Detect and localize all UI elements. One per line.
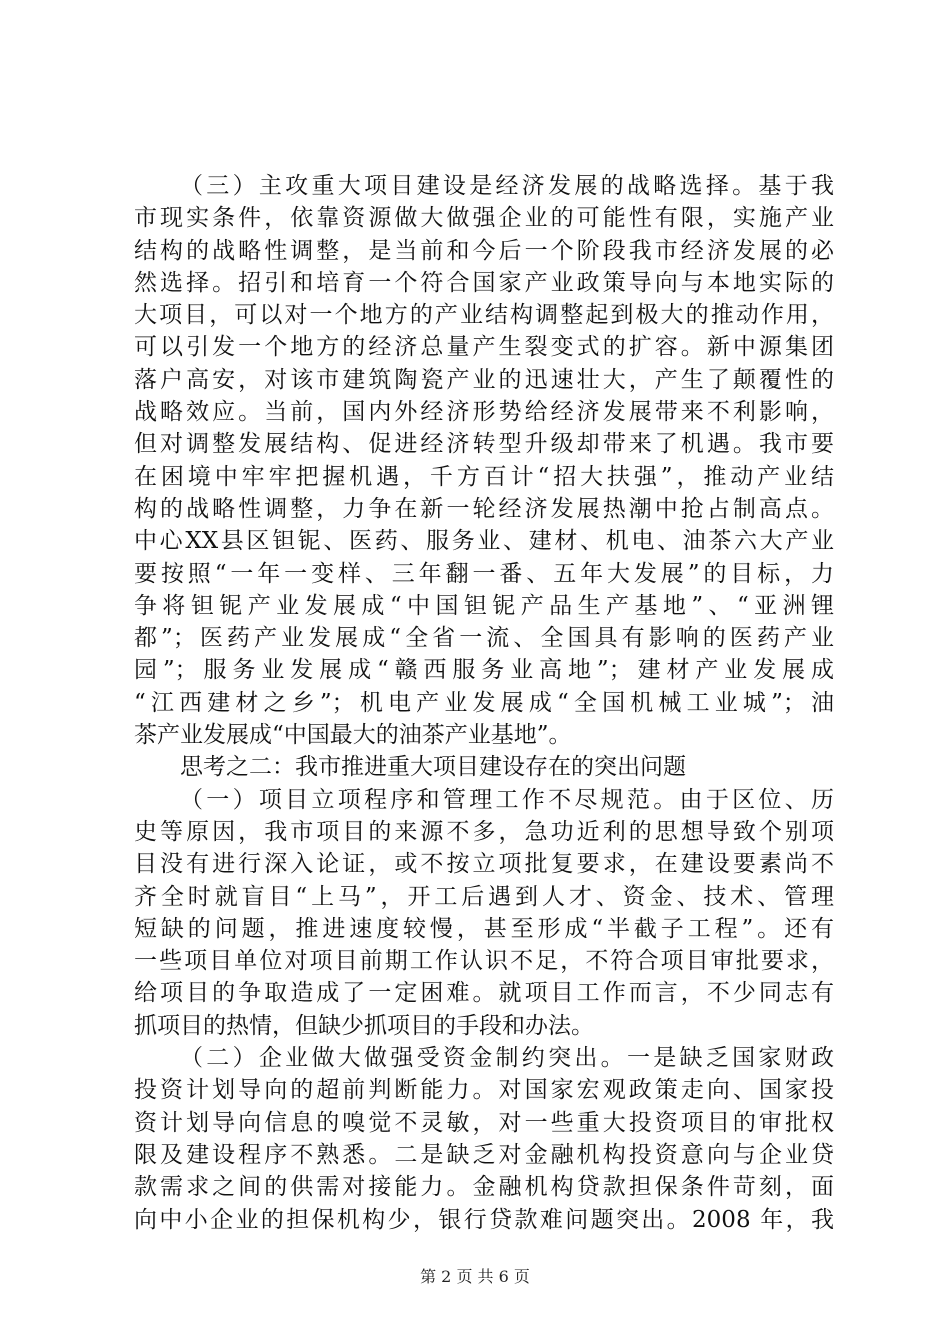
paragraph-line: 构的战略性调整，力争在新一轮经济发展热潮中抢占制高点。 <box>134 495 834 522</box>
paragraph-line: 款需求之间的供需对接能力。金融机构贷款担保条件苛刻，面 <box>134 1174 834 1201</box>
paragraph-line: 抓项目的热情，但缺少抓项目的手段和办法。 <box>134 1012 594 1039</box>
body-text <box>134 170 834 1236</box>
paragraph-line: 园”；服务业发展成“赣西服务业高地”；建材产业发展成 <box>134 657 834 684</box>
paragraph-line: 短缺的问题，推进速度较慢，甚至形成“半截子工程”。还有 <box>134 915 834 942</box>
paragraph-line: 争将钽铌产业发展成“中国钽铌产品生产基地”、“亚洲锂 <box>134 592 834 619</box>
paragraph-line: （三）主攻重大项目建设是经济发展的战略选择。基于我 <box>180 173 834 199</box>
paragraph-line: 市现实条件，依靠资源做大做强企业的可能性有限，实施产业 <box>134 205 834 232</box>
paragraph-line: 要按照“一年一变样、三年翻一番、五年大发展”的目标，力 <box>134 560 834 587</box>
paragraph-line: 齐全时就盲目“上马”，开工后遇到人才、资金、技术、管理 <box>134 883 834 910</box>
paragraph-line: 大项目，可以对一个地方的产业结构调整起到极大的推动作用， <box>134 302 834 329</box>
page-number-footer: 第 2 页 共 6 页 <box>420 1267 530 1286</box>
paragraph-line: 一些项目单位对项目前期工作认识不足，不符合项目审批要求， <box>134 948 834 975</box>
paragraph-line: 茶产业发展成“中国最大的油茶产业基地”。 <box>134 722 572 749</box>
paragraph-line: 在困境中牢牢把握机遇，千方百计“招大扶强”，推动产业结 <box>134 463 834 490</box>
paragraph-line: （一）项目立项程序和管理工作不尽规范。由于区位、历 <box>180 786 834 813</box>
paragraph-line: 中心XX县区钽铌、医药、服务业、建材、机电、油茶六大产业 <box>134 528 834 555</box>
paragraph-line: （二）企业做大做强受资金制约突出。一是缺乏国家财政 <box>180 1045 834 1072</box>
paragraph-line: 然选择。招引和培育一个符合国家产业政策导向与本地实际的 <box>134 269 834 296</box>
paragraph-line: 资计划导向信息的嗅觉不灵敏，对一些重大投资项目的审批权 <box>134 1109 834 1136</box>
paragraph-line: 向中小企业的担保机构少，银行贷款难问题突出。2008 年，我 <box>134 1206 834 1233</box>
paragraph-line: 落户高安，对该市建筑陶瓷产业的迅速壮大，产生了颠覆性的 <box>134 366 834 393</box>
paragraph-line: “江西建材之乡”；机电产业发展成“全国机械工业城”；油 <box>134 689 834 716</box>
paragraph-line: 投资计划导向的超前判断能力。对国家宏观政策走向、国家投 <box>134 1077 834 1104</box>
paragraph-line: 给项目的争取造成了一定困难。就项目工作而言，不少同志有 <box>134 980 834 1007</box>
paragraph-line: 都”；医药产业发展成“全省一流、全国具有影响的医药产业 <box>134 625 834 652</box>
section-heading: 思考之二：我市推进重大项目建设存在的突出问题 <box>180 754 686 781</box>
paragraph-line: 战略效应。当前，国内外经济形势给经济发展带来不利影响， <box>134 399 834 426</box>
paragraph-line: 目没有进行深入论证，或不按立项批复要求，在建设要素尚不 <box>134 851 834 878</box>
paragraph-line: 可以引发一个地方的经济总量产生裂变式的扩容。新中源集团 <box>134 334 834 361</box>
paragraph-line: 结构的战略性调整，是当前和今后一个阶段我市经济发展的必 <box>134 237 834 264</box>
paragraph-line: 但对调整发展结构、促进经济转型升级却带来了机遇。我市要 <box>134 431 834 458</box>
paragraph-line: 史等原因，我市项目的来源不多，急功近利的思想导致个别项 <box>134 818 834 845</box>
paragraph-line: 限及建设程序不熟悉。二是缺乏对金融机构投资意向与企业贷 <box>134 1141 834 1168</box>
